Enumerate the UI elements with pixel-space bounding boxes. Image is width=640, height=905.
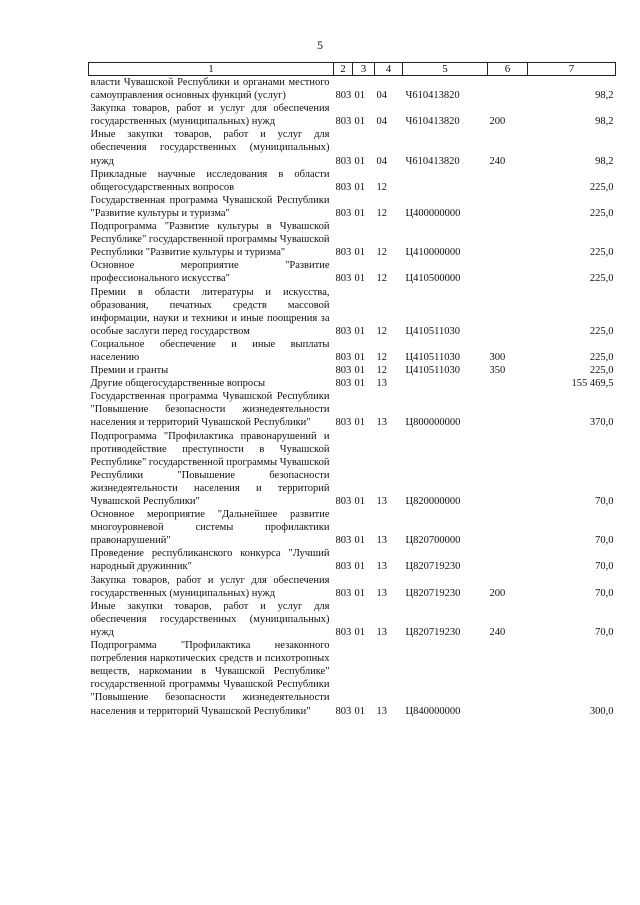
row-target-code-cell: Ч610413820 xyxy=(405,155,460,167)
table-row xyxy=(89,547,616,573)
row-name-cell: Государственная программа Чувашской Республики "Повышение безопасности жизнедеятельности населения и территорий Чувашской Республики" xyxy=(90,391,330,429)
row-expense-type-cell xyxy=(488,76,528,103)
row-section-cell: 01 xyxy=(354,705,365,717)
header-col-4: 4 xyxy=(375,63,403,76)
row-amount-cell: 155 469,5 xyxy=(571,378,614,390)
row-amount-cell: 98,2 xyxy=(595,90,614,102)
row-expense-type-cell xyxy=(488,259,528,285)
row-section-cell: 01 xyxy=(354,587,365,599)
row-expense-type-cell: 240 xyxy=(489,626,506,638)
row-expense-type-cell xyxy=(488,168,528,194)
row-subsection-cell: 13 xyxy=(376,561,387,573)
header-col-2: 2 xyxy=(334,63,353,76)
row-amount-cell: 225,0 xyxy=(589,325,614,337)
table-row xyxy=(89,338,616,364)
row-subsection-cell: 12 xyxy=(376,181,387,193)
row-section-cell: 01 xyxy=(354,155,365,167)
row-admin-code-cell: 803 xyxy=(335,587,352,599)
row-admin-code-cell: 803 xyxy=(335,207,352,219)
row-admin-code-cell: 803 xyxy=(335,705,352,717)
row-subsection-cell: 13 xyxy=(376,587,387,599)
row-amount-cell: 225,0 xyxy=(589,365,614,377)
header-col-5: 5 xyxy=(403,63,488,76)
row-subsection-cell: 13 xyxy=(376,626,387,638)
row-subsection-cell: 13 xyxy=(376,378,387,390)
row-expense-type-cell xyxy=(488,194,528,220)
row-expense-type-cell xyxy=(488,547,528,573)
row-name-cell: Проведение республиканского конкурса "Лучший народный дружинник" xyxy=(90,548,330,573)
row-section-cell: 01 xyxy=(354,365,365,377)
row-admin-code-cell: 803 xyxy=(335,181,352,193)
row-section-cell: 01 xyxy=(354,626,365,638)
row-name-cell: Подпрограмма "Профилактика правонарушений и противодействие преступности в Чувашской Республике" государственной программы Чувашской Республики "Повышение безопасности жизнедеятельности населения и территорий Чувашской Республики" xyxy=(90,430,330,507)
row-expense-type-cell xyxy=(488,286,528,338)
row-subsection-cell: 12 xyxy=(376,351,387,363)
row-amount-cell: 70,0 xyxy=(595,626,614,638)
table-row xyxy=(89,220,616,259)
row-amount-cell: 225,0 xyxy=(589,181,614,193)
table-row xyxy=(89,639,616,718)
row-amount-cell: 98,2 xyxy=(595,116,614,128)
row-target-code-cell: Ц820700000 xyxy=(405,535,461,547)
page-number: 5 xyxy=(317,38,323,52)
budget-table xyxy=(88,62,616,718)
row-target-code-cell: Ц840000000 xyxy=(405,705,461,717)
row-target-code-cell: Ц820719230 xyxy=(405,561,461,573)
row-section-cell: 01 xyxy=(354,561,365,573)
row-admin-code-cell: 803 xyxy=(335,378,352,390)
header-row xyxy=(89,63,616,76)
row-name-cell: Основное мероприятие "Дальнейшее развитие многоуровневой системы профилактики правонарушений" xyxy=(90,509,330,547)
row-target-code-cell: Ц800000000 xyxy=(405,417,461,429)
row-subsection-cell: 13 xyxy=(376,496,387,507)
row-target-code-cell: Ц410000000 xyxy=(405,247,461,259)
row-section-cell: 01 xyxy=(354,273,365,285)
row-expense-type-cell xyxy=(488,639,528,718)
row-section-cell: 01 xyxy=(354,351,365,363)
row-admin-code-cell: 803 xyxy=(335,561,352,573)
row-amount-cell: 70,0 xyxy=(595,535,614,547)
row-expense-type-cell: 300 xyxy=(489,351,506,363)
row-name-cell: Закупка товаров, работ и услуг для обеспечения государственных (муниципальных) нужд xyxy=(90,103,330,128)
row-target-code-cell xyxy=(403,377,488,390)
row-admin-code-cell: 803 xyxy=(335,325,352,337)
row-admin-code-cell: 803 xyxy=(335,247,352,259)
row-target-code-cell: Ц410511030 xyxy=(405,351,460,363)
row-name-cell: Закупка товаров, работ и услуг для обеспечения государственных (муниципальных) нужд xyxy=(90,574,330,599)
table-row xyxy=(89,377,616,390)
table-row xyxy=(89,128,616,167)
row-expense-type-cell: 240 xyxy=(489,155,506,167)
row-admin-code-cell: 803 xyxy=(335,90,352,102)
row-target-code-cell: Ч610413820 xyxy=(405,116,460,128)
row-name-cell: Государственная программа Чувашской Республики "Развитие культуры и туризма" xyxy=(90,194,330,219)
table-row xyxy=(89,390,616,429)
row-name-cell: власти Чувашской Республики и органами местного самоуправления основных функций (услуг) xyxy=(90,77,330,102)
row-section-cell: 01 xyxy=(354,247,365,259)
row-amount-cell: 370,0 xyxy=(589,417,614,429)
row-name-cell: Иные закупки товаров, работ и услуг для обеспечения государственных (муниципальных) нужд xyxy=(90,600,330,638)
row-subsection-cell: 12 xyxy=(376,365,387,377)
row-name-cell: Социальное обеспечение и иные выплаты населению xyxy=(90,338,330,363)
row-subsection-cell: 12 xyxy=(376,207,387,219)
row-subsection-cell: 13 xyxy=(376,535,387,547)
row-admin-code-cell: 803 xyxy=(335,273,352,285)
row-name-cell: Иные закупки товаров, работ и услуг для обеспечения государственных (муниципальных) нужд xyxy=(90,129,330,167)
row-target-code-cell: Ц820000000 xyxy=(405,496,461,507)
row-target-code-cell: Ц400000000 xyxy=(405,207,461,219)
row-name-cell: Подпрограмма "Профилактика незаконного потребления наркотических средств и психотропных веществ, наркомании в Чувашской Республике" государственной программы Чувашской Республики "Повышение безопасности жизнедеятельности населения и территорий Чувашской Республики" xyxy=(90,640,330,717)
row-expense-type-cell: 200 xyxy=(489,116,506,128)
row-expense-type-cell xyxy=(488,220,528,259)
table-row xyxy=(89,600,616,639)
header-col-6: 6 xyxy=(488,63,528,76)
row-expense-type-cell: 200 xyxy=(489,587,506,599)
table-row xyxy=(89,364,616,377)
row-name-cell: Премии и гранты xyxy=(90,365,169,377)
row-amount-cell: 225,0 xyxy=(589,207,614,219)
row-name-cell: Прикладные научные исследования в области общегосударственных вопросов xyxy=(90,168,330,193)
row-admin-code-cell: 803 xyxy=(335,116,352,128)
row-expense-type-cell xyxy=(488,430,528,509)
row-admin-code-cell: 803 xyxy=(335,417,352,429)
table-row xyxy=(89,286,616,338)
table-row xyxy=(89,508,616,547)
row-admin-code-cell: 803 xyxy=(335,535,352,547)
header-col-7: 7 xyxy=(528,63,616,76)
row-target-code-cell: Ц410511030 xyxy=(405,365,460,377)
row-target-code-cell xyxy=(403,168,488,194)
table-row xyxy=(89,76,616,103)
row-subsection-cell: 12 xyxy=(376,273,387,285)
row-amount-cell: 70,0 xyxy=(595,561,614,573)
row-amount-cell: 225,0 xyxy=(589,351,614,363)
row-admin-code-cell: 803 xyxy=(335,155,352,167)
table-row xyxy=(89,168,616,194)
header-col-1: 1 xyxy=(89,63,334,76)
row-name-cell: Премии в области литературы и искусства, образования, печатных средств массовой информации, науки и техники и иные поощрения за особые заслуги перед государством xyxy=(90,286,330,337)
row-admin-code-cell: 803 xyxy=(335,626,352,638)
row-target-code-cell: Ц410511030 xyxy=(405,325,460,337)
row-section-cell: 01 xyxy=(354,378,365,390)
row-amount-cell: 98,2 xyxy=(595,155,614,167)
row-subsection-cell: 12 xyxy=(376,325,387,337)
row-name-cell: Подпрограмма "Развитие культуры в Чувашской Республике" государственной программы Чувашской Республики "Развитие культуры и туризма" xyxy=(90,221,330,259)
row-target-code-cell: Ч610413820 xyxy=(405,90,460,102)
row-section-cell: 01 xyxy=(354,496,365,507)
row-section-cell: 01 xyxy=(354,181,365,193)
table-row xyxy=(89,430,616,509)
row-expense-type-cell xyxy=(488,508,528,547)
row-expense-type-cell: 350 xyxy=(489,365,506,377)
table-row xyxy=(89,102,616,128)
row-amount-cell: 225,0 xyxy=(589,273,614,285)
row-admin-code-cell: 803 xyxy=(335,496,352,507)
row-subsection-cell: 13 xyxy=(376,705,387,717)
table-row xyxy=(89,194,616,220)
row-section-cell: 01 xyxy=(354,325,365,337)
row-amount-cell: 70,0 xyxy=(595,496,614,507)
header-col-3: 3 xyxy=(353,63,375,76)
row-expense-type-cell xyxy=(488,390,528,429)
row-expense-type-cell xyxy=(488,377,528,390)
row-section-cell: 01 xyxy=(354,535,365,547)
row-target-code-cell: Ц820719230 xyxy=(405,626,461,638)
row-name-cell: Основное мероприятие "Развитие профессионального искусства" xyxy=(90,260,330,285)
row-name-cell: Другие общегосударственные вопросы xyxy=(90,378,266,390)
row-subsection-cell: 04 xyxy=(376,116,387,128)
row-admin-code-cell: 803 xyxy=(335,365,352,377)
row-subsection-cell: 04 xyxy=(376,90,387,102)
row-section-cell: 01 xyxy=(354,207,365,219)
row-target-code-cell: Ц820719230 xyxy=(405,587,461,599)
row-subsection-cell: 04 xyxy=(376,155,387,167)
row-amount-cell: 300,0 xyxy=(589,705,614,717)
row-target-code-cell: Ц410500000 xyxy=(405,273,461,285)
row-amount-cell: 225,0 xyxy=(589,247,614,259)
table-row xyxy=(89,259,616,285)
table-row xyxy=(89,574,616,600)
row-section-cell: 01 xyxy=(354,116,365,128)
row-section-cell: 01 xyxy=(354,417,365,429)
row-subsection-cell: 13 xyxy=(376,417,387,429)
row-subsection-cell: 12 xyxy=(376,247,387,259)
row-amount-cell: 70,0 xyxy=(595,587,614,599)
row-admin-code-cell: 803 xyxy=(335,351,352,363)
row-section-cell: 01 xyxy=(354,90,365,102)
